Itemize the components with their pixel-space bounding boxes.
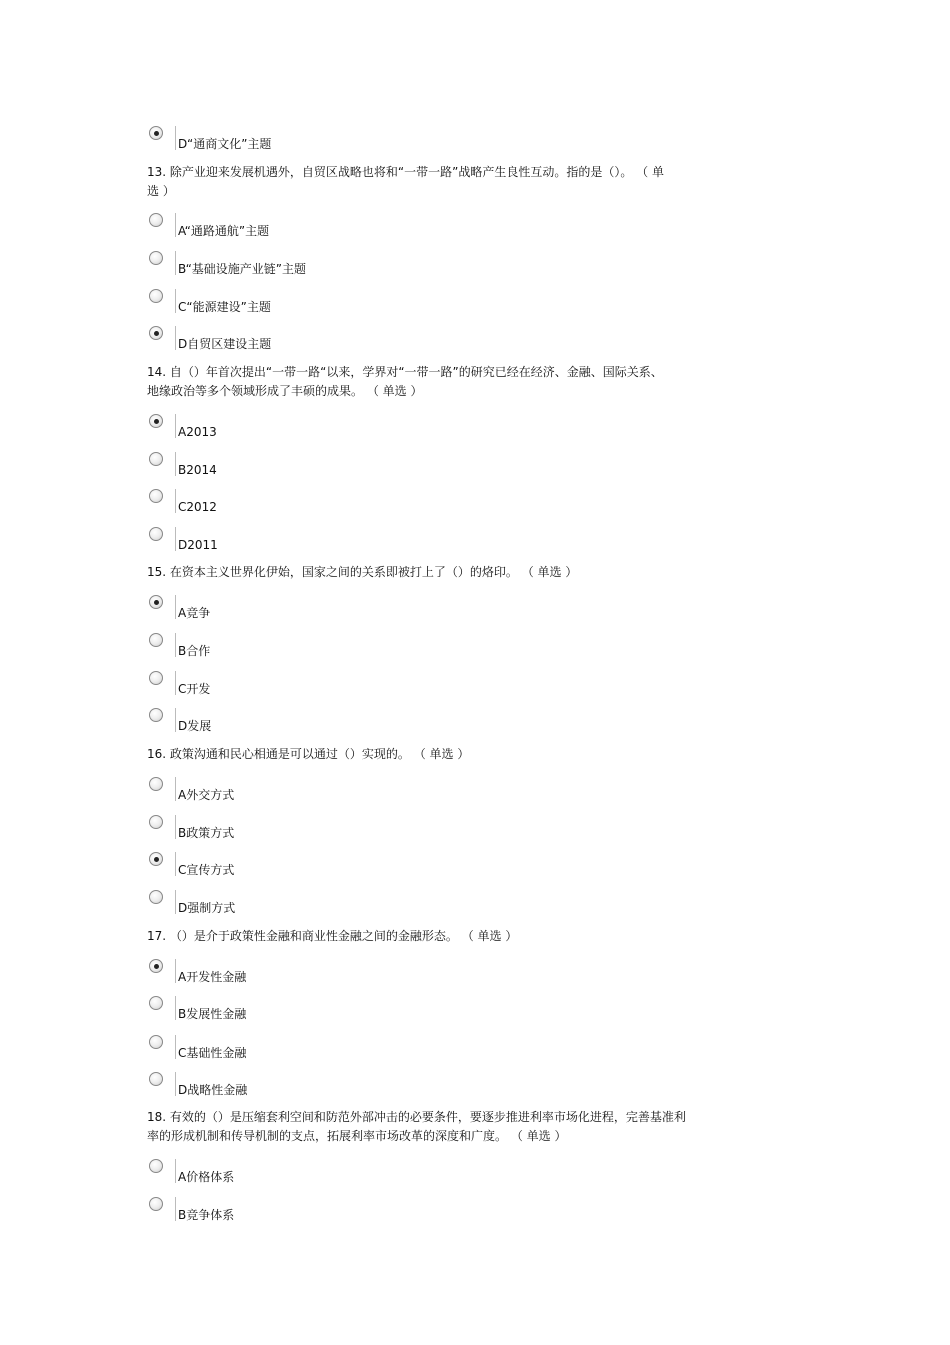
answer-option[interactable] [147,287,547,317]
question-line: 15. 在资本主义世界化伊始，国家之间的关系即被打上了（）的烙印。 （ 单选 ） [147,565,578,579]
answer-option[interactable] [147,775,547,805]
answer-option[interactable] [147,994,547,1024]
radio-unchecked-icon[interactable] [149,251,163,265]
radio-unchecked-icon[interactable] [149,815,163,829]
radio-unchecked-icon[interactable] [149,452,163,466]
radio-checked-icon[interactable] [149,852,163,866]
answer-option[interactable] [147,669,547,699]
question-text [147,563,577,582]
question-text [147,745,469,764]
option-label: A2013 [178,425,217,439]
radio-unchecked-icon[interactable] [149,1159,163,1173]
answer-option[interactable] [147,450,547,480]
answer-option[interactable] [147,888,547,918]
answer-option[interactable] [147,249,547,279]
radio-checked-icon[interactable] [149,595,163,609]
option-label: B发展性金融 [178,1007,247,1021]
radio-unchecked-icon[interactable] [149,289,163,303]
answer-option[interactable] [147,1195,547,1225]
radio-unchecked-icon[interactable] [149,1197,163,1211]
option-label: B2014 [178,463,217,477]
option-label: B政策方式 [178,826,235,840]
option-label: D发展 [178,719,212,733]
option-label: B“基础设施产业链”主题 [178,262,307,276]
question-line: 13. 除产业迎来发展机遇外，自贸区战略也将和“一带一路”战略产生良性互动。指的是（）。 （ 单 [147,165,664,179]
option-label: A竞争 [178,606,211,620]
question-line: 选 ） [147,184,175,198]
option-label: D强制方式 [178,901,236,915]
radio-unchecked-icon[interactable] [149,996,163,1010]
answer-option[interactable] [147,124,547,154]
option-label: D自贸区建设主题 [178,337,272,351]
answer-option[interactable] [147,1033,547,1063]
radio-unchecked-icon[interactable] [149,708,163,722]
question-line: 率的形成机制和传导机制的支点，拓展利率市场改革的深度和广度。 （ 单选 ） [147,1129,567,1143]
option-label: A外交方式 [178,788,235,802]
option-label: A价格体系 [178,1170,235,1184]
answer-option[interactable] [147,412,547,442]
question-line: 16. 政策沟通和民心相通是可以通过（）实现的。 （ 单选 ） [147,747,470,761]
radio-unchecked-icon[interactable] [149,489,163,503]
answer-option[interactable] [147,631,547,661]
option-label: C开发 [178,682,211,696]
radio-unchecked-icon[interactable] [149,633,163,647]
option-label: D“通商文化”主题 [178,137,272,151]
question-line: 17. （）是介于政策性金融和商业性金融之间的金融形态。 （ 单选 ） [147,929,518,943]
radio-unchecked-icon[interactable] [149,890,163,904]
question-line: 地缘政治等多个领域形成了丰硕的成果。 （ 单选 ） [147,384,423,398]
radio-unchecked-icon[interactable] [149,1035,163,1049]
answer-option[interactable] [147,324,547,354]
answer-option[interactable] [147,1070,547,1100]
question-text [147,163,664,201]
answer-option[interactable] [147,850,547,880]
option-label: C宣传方式 [178,863,235,877]
question-text [147,1108,686,1146]
radio-unchecked-icon[interactable] [149,1072,163,1086]
radio-checked-icon[interactable] [149,326,163,340]
answer-option[interactable] [147,525,547,555]
option-label: A开发性金融 [178,970,247,984]
answer-option[interactable] [147,957,547,987]
question-line: 14. 自（）年首次提出“一带一路“以来，学界对“一带一路”的研究已经在经济、金融、国际关系、 [147,365,663,379]
radio-unchecked-icon[interactable] [149,777,163,791]
option-label: B合作 [178,644,211,658]
question-text [147,927,517,946]
option-label: D战略性金融 [178,1083,248,1097]
question-text [147,363,663,401]
answer-option[interactable] [147,211,547,241]
option-label: A“通路通航”主题 [178,224,270,238]
option-label: D2011 [178,538,218,552]
radio-checked-icon[interactable] [149,414,163,428]
radio-unchecked-icon[interactable] [149,671,163,685]
radio-unchecked-icon[interactable] [149,527,163,541]
answer-option[interactable] [147,706,547,736]
option-label: C“能源建设”主题 [178,300,271,314]
radio-checked-icon[interactable] [149,126,163,140]
option-label: B竞争体系 [178,1208,235,1222]
answer-option[interactable] [147,487,547,517]
answer-option[interactable] [147,813,547,843]
question-line: 18. 有效的（）是压缩套利空间和防范外部冲击的必要条件，要逐步推进利率市场化进程，完善基准利 [147,1110,686,1124]
answer-option[interactable] [147,593,547,623]
radio-checked-icon[interactable] [149,959,163,973]
answer-option[interactable] [147,1157,547,1187]
option-label: C2012 [178,500,217,514]
option-label: C基础性金融 [178,1046,247,1060]
radio-unchecked-icon[interactable] [149,213,163,227]
